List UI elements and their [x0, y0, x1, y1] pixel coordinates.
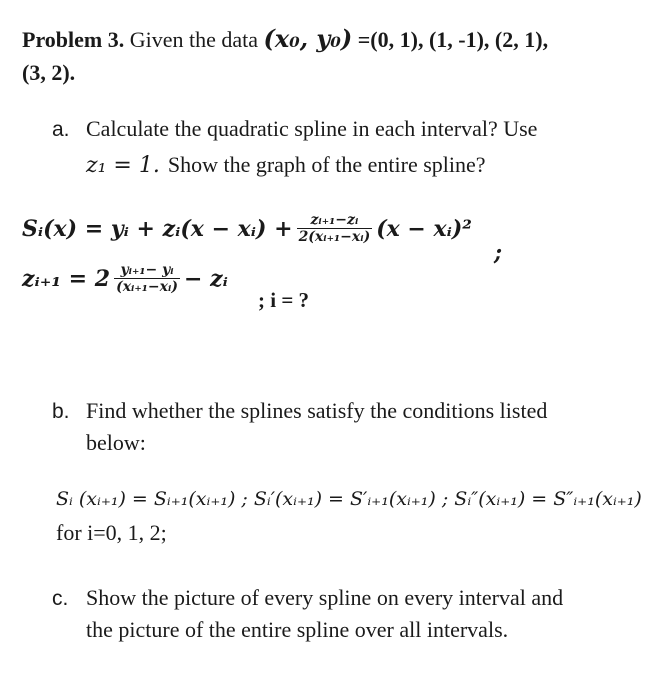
spline-formula-fraction — [297, 212, 373, 245]
continuity-conditions: Sᵢ (xᵢ₊₁) = Sᵢ₊₁(xᵢ₊₁) ; Sᵢ′(xᵢ₊₁) = S′ᵢ₊₁(xᵢ₊₁) ; Sᵢ″(xᵢ₊₁) = S″ᵢ₊₁(xᵢ₊₁) — [56, 488, 642, 510]
problem-intro: Given the data — [129, 27, 259, 52]
data-variable: (x₀, y₀) — [263, 24, 353, 53]
problem-statement-line1 — [22, 24, 548, 53]
spline-formula-tail: (x − xᵢ)² — [376, 215, 472, 242]
z-recurrence-lhs: zᵢ₊₁ = 2 — [22, 265, 111, 292]
z-fraction-denominator: (xᵢ₊₁−xᵢ) — [116, 279, 178, 295]
data-points-line2: (3, 2). — [22, 60, 76, 85]
z-recurrence-formula — [22, 262, 228, 295]
problem-heading: Problem 3. — [22, 27, 125, 52]
z-fraction-numerator: yᵢ₊₁− yᵢ — [120, 262, 174, 278]
spline-fraction-denominator: 2(xᵢ₊₁−xᵢ) — [298, 229, 371, 245]
part-a-marker: a. — [52, 118, 70, 141]
z-recurrence-fraction — [114, 262, 180, 295]
index-question: ; i = ? — [258, 288, 310, 312]
part-a-graph-request: Show the graph of the entire spline? — [167, 152, 486, 177]
index-range: for i=0, 1, 2; — [56, 520, 167, 545]
part-a-line2 — [86, 152, 486, 178]
part-b-line2: below: — [86, 430, 146, 455]
spline-fraction-numerator: zᵢ₊₁−zᵢ — [310, 212, 359, 228]
z1-equation: z₁ = 1. — [86, 153, 160, 178]
part-c-line2: the picture of the entire spline over all intervals. — [86, 617, 509, 642]
part-b-marker: b. — [52, 400, 70, 423]
part-a-line1: Calculate the quadratic spline in each interval? Use — [86, 116, 538, 141]
part-c-marker: c. — [52, 587, 69, 610]
data-equals: = — [357, 27, 371, 52]
part-c-line1: Show the picture of every spline on every interval and — [86, 585, 564, 610]
data-points-line1: (0, 1), (1, -1), (2, 1), — [370, 27, 549, 52]
spline-formula-semicolon: ; — [494, 240, 503, 266]
part-b-line1: Find whether the splines satisfy the conditions listed — [86, 398, 548, 423]
z-recurrence-tail: − zᵢ — [183, 265, 228, 292]
spline-formula-lhs: Sᵢ(x) = yᵢ + zᵢ(x − xᵢ) + — [22, 215, 293, 242]
spline-formula — [22, 212, 472, 245]
